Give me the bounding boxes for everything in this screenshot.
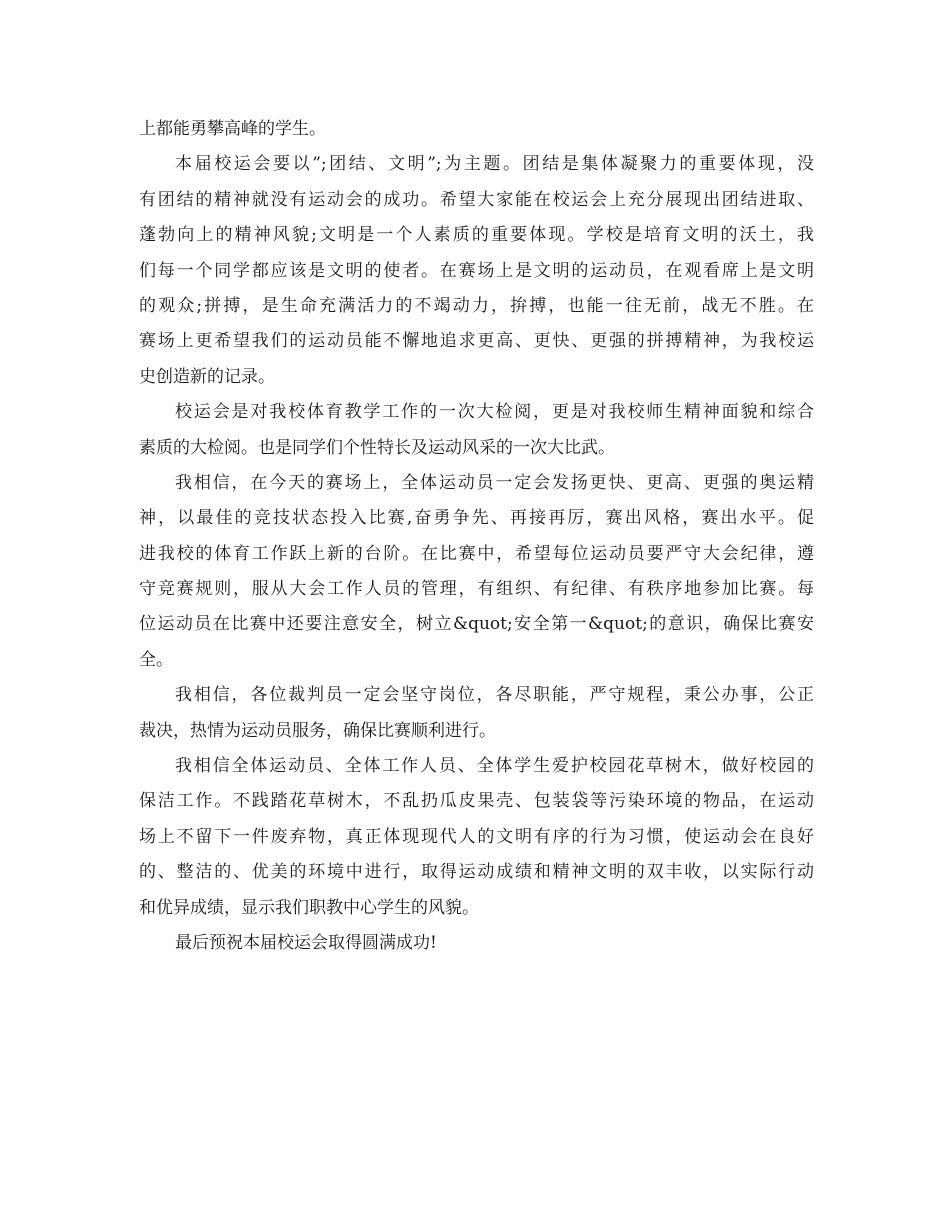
text-line: 本届校运会要以”;团结、文明”;为主题。团结是集体凝聚力的重要体现，没 — [175, 154, 814, 175]
text-line: 有团结的精神就没有运动会的成功。希望大家能在校运会上充分展现出团结进取、 — [139, 189, 814, 210]
text-line: 守竞赛规则，服从大会工作人员的管理，有组织、有纪律、有秩序地参加比赛。每 — [139, 579, 814, 600]
text-line: 裁决，热情为运动员服务，确保比赛顺利进行。 — [139, 720, 496, 741]
text-line: 保洁工作。不践踏花草树木，不乱扔瓜皮果壳、包装袋等污染环境的物品，在运动 — [139, 791, 814, 812]
text-line: 最后预祝本届校运会取得圆满成功! — [175, 932, 437, 953]
text-line: 素质的大检阅。也是同学们个性特长及运动风采的一次大比武。 — [139, 437, 615, 458]
text-line: 和优异成绩，显示我们职教中心学生的风貌。 — [139, 897, 479, 918]
text-line: 全。 — [139, 649, 173, 670]
text-line: 我相信，各位裁判员一定会坚守岗位，各尽职能，严守规程，秉公办事，公正 — [175, 685, 814, 706]
text-line: 我相信，在今天的赛场上，全体运动员一定会发扬更快、更高、更强的奥运精 — [175, 472, 814, 493]
text-line: 的观众;拼搏，是生命充满活力的不竭动力，拚搏，也能一往无前，战无不胜。在 — [139, 295, 814, 316]
text-line: 校运会是对我校体育教学工作的一次大检阅，更是对我校师生精神面貌和综合 — [175, 402, 814, 423]
text-line: 赛场上更希望我们的运动员能不懈地追求更高、更快、更强的拼搏精神，为我校运 — [139, 331, 814, 352]
text-line: 神，以最佳的竞技状态投入比赛,奋勇争先、再接再厉，赛出风格，赛出水平。促 — [139, 508, 814, 529]
text-line: 进我校的体育工作跃上新的台阶。在比赛中，希望每位运动员要严守大会纪律，遵 — [139, 543, 814, 564]
text-line: 位运动员在比赛中还要注意安全，树立&quot;安全第一&quot;的意识，确保比赛安 — [139, 614, 814, 635]
document-body — [139, 112, 814, 961]
text-line: 场上不留下一件废弃物，真正体现现代人的文明有序的行为习惯，使运动会在良好 — [139, 826, 814, 847]
text-line: 们每一个同学都应该是文明的使者。在赛场上是文明的运动员，在观看席上是文明 — [139, 260, 814, 281]
text-line: 的、整洁的、优美的环境中进行，取得运动成绩和精神文明的双丰收，以实际行动 — [139, 862, 814, 883]
text-line: 上都能勇攀高峰的学生。 — [139, 119, 326, 139]
text-line: 我相信全体运动员、全体工作人员、全体学生爱护校园花草树木，做好校园的 — [175, 756, 814, 777]
text-line: 史创造新的记录。 — [139, 366, 275, 387]
text-line: 蓬勃向上的精神风貌;文明是一个人素质的重要体现。学校是培育文明的沃土，我 — [139, 225, 814, 246]
